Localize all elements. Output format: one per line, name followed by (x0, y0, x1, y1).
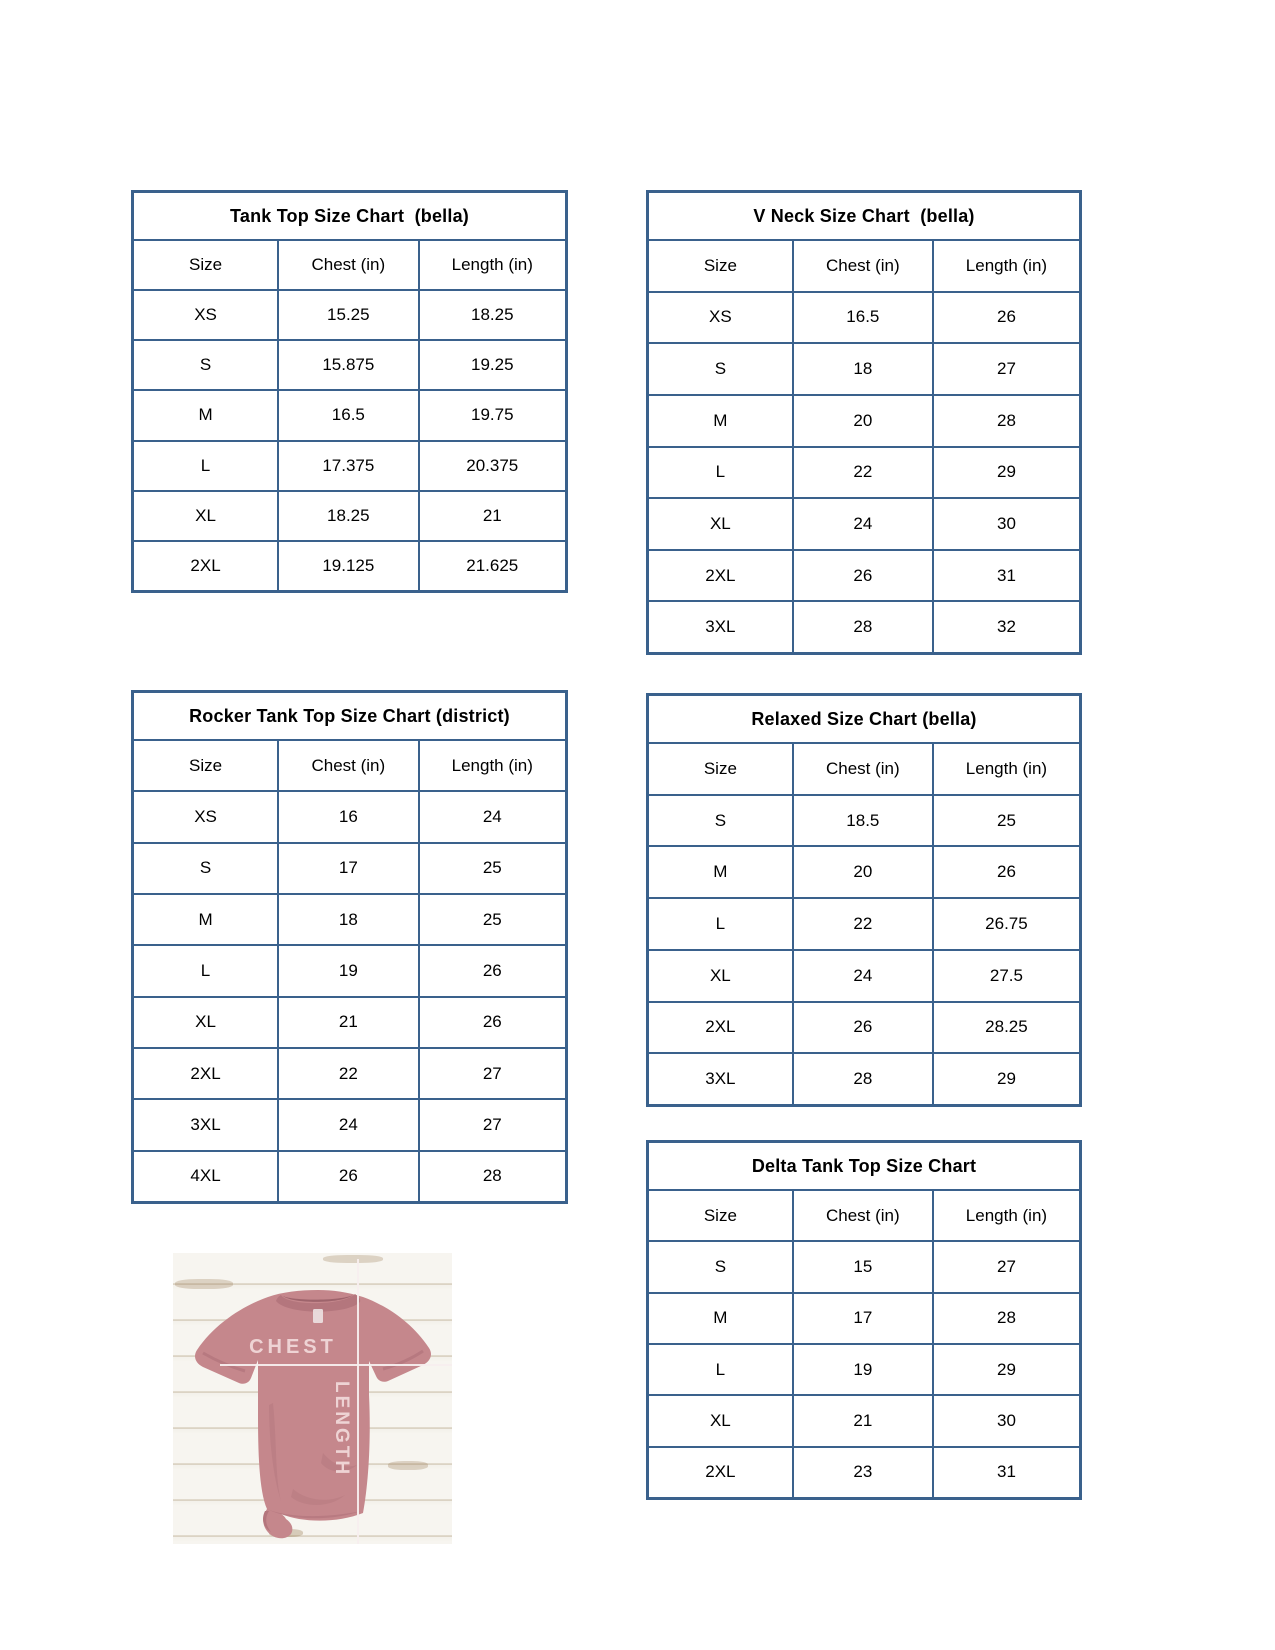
table-cell: 22 (792, 899, 932, 949)
table-row (134, 996, 565, 1047)
table-cell: 29 (932, 1345, 1079, 1394)
table-row (649, 1240, 1079, 1291)
table-delta-tank-top-size-chart (646, 1140, 1082, 1500)
table-cell: S (199, 355, 212, 375)
table-row (134, 440, 565, 490)
table-cell: 28 (792, 602, 932, 652)
table-cell: 19 (792, 1345, 932, 1394)
table-cell: 26 (932, 847, 1079, 897)
table-v-neck-size-chart (646, 190, 1082, 655)
table-header-row (134, 739, 565, 790)
table-row (649, 1343, 1079, 1394)
column-header: Size (189, 755, 223, 775)
table-header-row (649, 1189, 1079, 1240)
table-cell: 19.25 (418, 341, 565, 389)
chest-measure-line (220, 1364, 452, 1366)
table-row (649, 845, 1079, 897)
chest-label: CHEST (249, 1335, 337, 1358)
table-cell: M (713, 410, 728, 430)
table-cell: 31 (932, 551, 1079, 601)
table-cell: 17.375 (277, 442, 418, 490)
table-cell: 18 (277, 895, 418, 944)
column-header: Length (in) (418, 741, 565, 790)
table-cell: 17 (792, 1294, 932, 1343)
table-row (649, 794, 1079, 846)
table-cell: S (714, 1256, 727, 1276)
table-header-row (134, 239, 565, 289)
table-row (649, 1052, 1079, 1104)
table-cell: 26 (932, 293, 1079, 343)
table-cell: 3XL (705, 1069, 736, 1089)
table-cell: 22 (277, 1049, 418, 1098)
column-header: Chest (in) (792, 1191, 932, 1240)
tshirt-illustration (173, 1253, 452, 1544)
table-cell: 26 (792, 551, 932, 601)
table-cell: 28 (932, 396, 1079, 446)
table-row (649, 1001, 1079, 1053)
table-cell: 29 (932, 448, 1079, 498)
table-cell: L (200, 960, 211, 980)
table-cell: 26.75 (932, 899, 1079, 949)
table-cell: 27 (418, 1100, 565, 1149)
table-row (649, 600, 1079, 652)
table-row (134, 389, 565, 439)
table-cell: 3XL (705, 617, 736, 637)
table-row (134, 842, 565, 893)
table-cell: 32 (932, 602, 1079, 652)
table-cell: XL (709, 513, 731, 533)
column-header: Length (in) (418, 241, 565, 289)
table-cell: 24 (792, 951, 932, 1001)
table-cell: 24 (792, 499, 932, 549)
table-cell: M (713, 862, 728, 882)
length-measure-line (357, 1259, 359, 1544)
column-header: Chest (in) (792, 744, 932, 794)
table-cell: 2XL (190, 1063, 221, 1083)
table-cell: 16.5 (277, 391, 418, 439)
table-cell: 27 (932, 1242, 1079, 1291)
table-cell: 22 (792, 448, 932, 498)
table-row (649, 1292, 1079, 1343)
table-cell: 26 (792, 1003, 932, 1053)
table-cell: 17 (277, 844, 418, 893)
table-cell: 15 (792, 1242, 932, 1291)
table-cell: 28 (932, 1294, 1079, 1343)
table-row (649, 1394, 1079, 1445)
table-header-row (649, 742, 1079, 794)
table-cell: 16.5 (792, 293, 932, 343)
table-title: Rocker Tank Top Size Chart (district) (189, 705, 510, 726)
table-cell: L (200, 455, 211, 475)
column-header: Size (703, 758, 737, 778)
table-cell: 15.25 (277, 291, 418, 339)
table-relaxed-size-chart (646, 693, 1082, 1107)
table-row (134, 790, 565, 841)
table-cell: 27 (418, 1049, 565, 1098)
table-cell: 29 (932, 1054, 1079, 1104)
table-cell: L (715, 914, 726, 934)
table-row (134, 339, 565, 389)
table-cell: 18.25 (418, 291, 565, 339)
column-header: Length (in) (932, 1191, 1079, 1240)
column-header: Length (in) (932, 744, 1079, 794)
table-cell: 21 (277, 998, 418, 1047)
table-cell: 25 (418, 844, 565, 893)
table-cell: 18.5 (792, 796, 932, 846)
table-cell: XS (194, 806, 217, 826)
table-cell: 26 (418, 946, 565, 995)
table-row (649, 497, 1079, 549)
table-cell: 21.625 (418, 542, 565, 590)
table-tank-top-size-chart (131, 190, 568, 593)
table-cell: XL (195, 1012, 216, 1032)
table-row (134, 1150, 565, 1201)
table-cell: 4XL (190, 1166, 221, 1186)
table-cell: 2XL (705, 1462, 736, 1482)
table-cell: S (714, 810, 727, 830)
table-cell: 30 (932, 1396, 1079, 1445)
table-cell: 24 (418, 792, 565, 841)
table-row (134, 944, 565, 995)
table-cell: M (713, 1308, 728, 1328)
table-cell: M (198, 909, 213, 929)
table-cell: 19.125 (277, 542, 418, 590)
table-row (134, 1047, 565, 1098)
table-cell: 31 (932, 1448, 1079, 1497)
table-cell: 30 (932, 499, 1079, 549)
tshirt-measurement-photo (173, 1253, 452, 1544)
table-cell: L (715, 1359, 726, 1379)
table-cell: 20 (792, 847, 932, 897)
table-row (134, 490, 565, 540)
table-row (649, 394, 1079, 446)
table-cell: 16 (277, 792, 418, 841)
table-row (134, 289, 565, 339)
table-cell: L (715, 462, 726, 482)
table-cell: 20 (792, 396, 932, 446)
table-cell: XL (709, 1410, 731, 1430)
table-row (649, 342, 1079, 394)
table-cell: 2XL (705, 565, 736, 585)
table-rocker-tank-top-size-chart (131, 690, 568, 1204)
table-title: V Neck Size Chart (bella) (753, 205, 975, 226)
table-cell: 19 (277, 946, 418, 995)
table-cell: 24 (277, 1100, 418, 1149)
table-cell: XL (195, 505, 216, 525)
table-title: Relaxed Size Chart (bella) (751, 708, 977, 729)
table-title: Delta Tank Top Size Chart (751, 1155, 977, 1176)
table-cell: 27.5 (932, 951, 1079, 1001)
column-header: Chest (in) (277, 241, 418, 289)
table-row (649, 446, 1079, 498)
table-cell: XL (709, 965, 731, 985)
table-title: Tank Top Size Chart (bella) (230, 205, 469, 226)
table-cell: 15.875 (277, 341, 418, 389)
table-cell: 25 (418, 895, 565, 944)
column-header: Size (703, 255, 737, 275)
column-header: Chest (in) (277, 741, 418, 790)
table-cell: 19.75 (418, 391, 565, 439)
table-cell: 25 (932, 796, 1079, 846)
table-cell: 2XL (190, 555, 221, 575)
table-cell: 27 (932, 344, 1079, 394)
table-cell: 26 (418, 998, 565, 1047)
table-cell: 18.25 (277, 492, 418, 540)
table-row (134, 540, 565, 590)
table-row (649, 949, 1079, 1001)
column-header: Size (189, 255, 223, 275)
table-cell: 28.25 (932, 1003, 1079, 1053)
table-row (649, 1446, 1079, 1497)
table-cell: 26 (277, 1152, 418, 1201)
table-row (649, 291, 1079, 343)
table-cell: 21 (418, 492, 565, 540)
column-header: Size (703, 1205, 737, 1225)
table-row (134, 1098, 565, 1149)
table-cell: 20.375 (418, 442, 565, 490)
table-cell: 21 (792, 1396, 932, 1445)
table-row (649, 897, 1079, 949)
table-cell: 2XL (705, 1017, 736, 1037)
table-row (649, 549, 1079, 601)
table-cell: 28 (418, 1152, 565, 1201)
table-cell: 18 (792, 344, 932, 394)
table-cell: XS (194, 305, 217, 325)
table-cell: M (198, 405, 213, 425)
table-cell: XS (709, 307, 732, 327)
length-label: LENGTH (331, 1381, 353, 1478)
column-header: Chest (in) (792, 241, 932, 291)
table-row (134, 893, 565, 944)
table-header-row (649, 239, 1079, 291)
table-cell: S (199, 858, 212, 878)
table-cell: 28 (792, 1054, 932, 1104)
column-header: Length (in) (932, 241, 1079, 291)
table-cell: S (714, 359, 727, 379)
table-cell: 3XL (190, 1114, 221, 1134)
table-cell: 23 (792, 1448, 932, 1497)
